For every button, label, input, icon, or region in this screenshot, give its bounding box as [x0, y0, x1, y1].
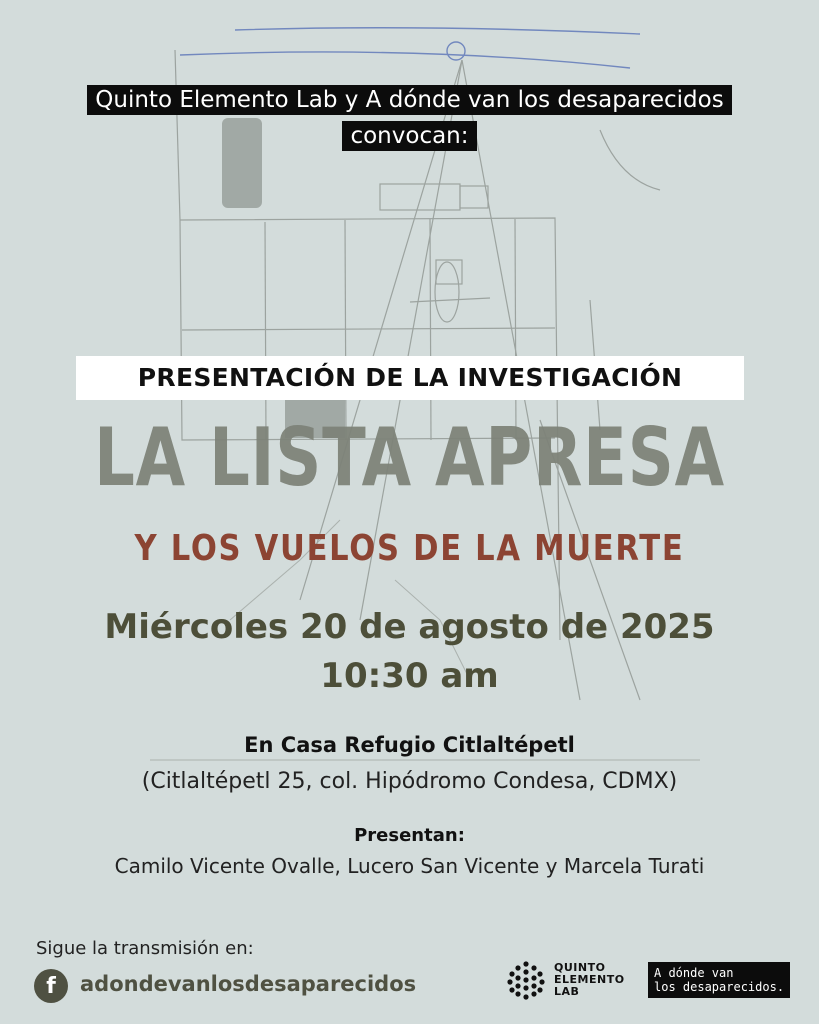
date-row	[0, 605, 819, 649]
quinto-elemento-lab-logo	[506, 958, 636, 1002]
venue-address: (Citlaltépetl 25, col. Hipódromo Condesa, CDMX)	[141, 769, 678, 794]
presentation-banner	[76, 356, 744, 400]
facebook-icon[interactable]: f	[34, 969, 68, 1003]
lab-logo-line-2: ELEMENTO	[554, 973, 625, 986]
banner-text: PRESENTACIÓN DE LA INVESTIGACIÓN	[137, 363, 683, 392]
main-title: LA LISTA APRESA	[94, 411, 725, 504]
adv-logo-line-2: los desaparecidos.	[654, 980, 785, 994]
venue-name: En Casa Refugio Citlaltépetl	[244, 733, 575, 757]
event-date: Miércoles 20 de agosto de 2025	[104, 607, 715, 647]
header-line-1	[0, 85, 819, 115]
venue-row	[0, 730, 819, 760]
presenters-list: Camilo Vicente Ovalle, Lucero San Vicente y Marcela Turati	[114, 854, 705, 878]
presentan-row	[0, 823, 819, 849]
event-time: 10:30 am	[320, 656, 499, 696]
subtitle-row	[0, 527, 819, 571]
address-row	[0, 767, 819, 797]
facebook-handle-link[interactable]: adondevanlosdesaparecidos	[80, 972, 417, 996]
lab-logo-line-1: QUINTO	[554, 961, 606, 974]
header-line-2	[0, 121, 819, 151]
time-row	[0, 654, 819, 698]
header-organizers: Quinto Elemento Lab y A dónde van los desaparecidos	[87, 85, 731, 115]
lab-dots-icon	[506, 960, 546, 1000]
presenters-row	[0, 852, 819, 880]
follow-label: Sigue la transmisión en:	[36, 938, 254, 959]
adv-logo-line-1: A dónde van	[654, 966, 734, 980]
header-convocan: convocan:	[342, 121, 476, 151]
lab-logo-line-3: LAB	[554, 985, 580, 998]
subtitle: Y LOS VUELOS DE LA MUERTE	[134, 528, 685, 569]
title-row	[0, 408, 819, 508]
presentan-label: Presentan:	[354, 825, 465, 846]
adonde-van-logo	[648, 962, 790, 998]
